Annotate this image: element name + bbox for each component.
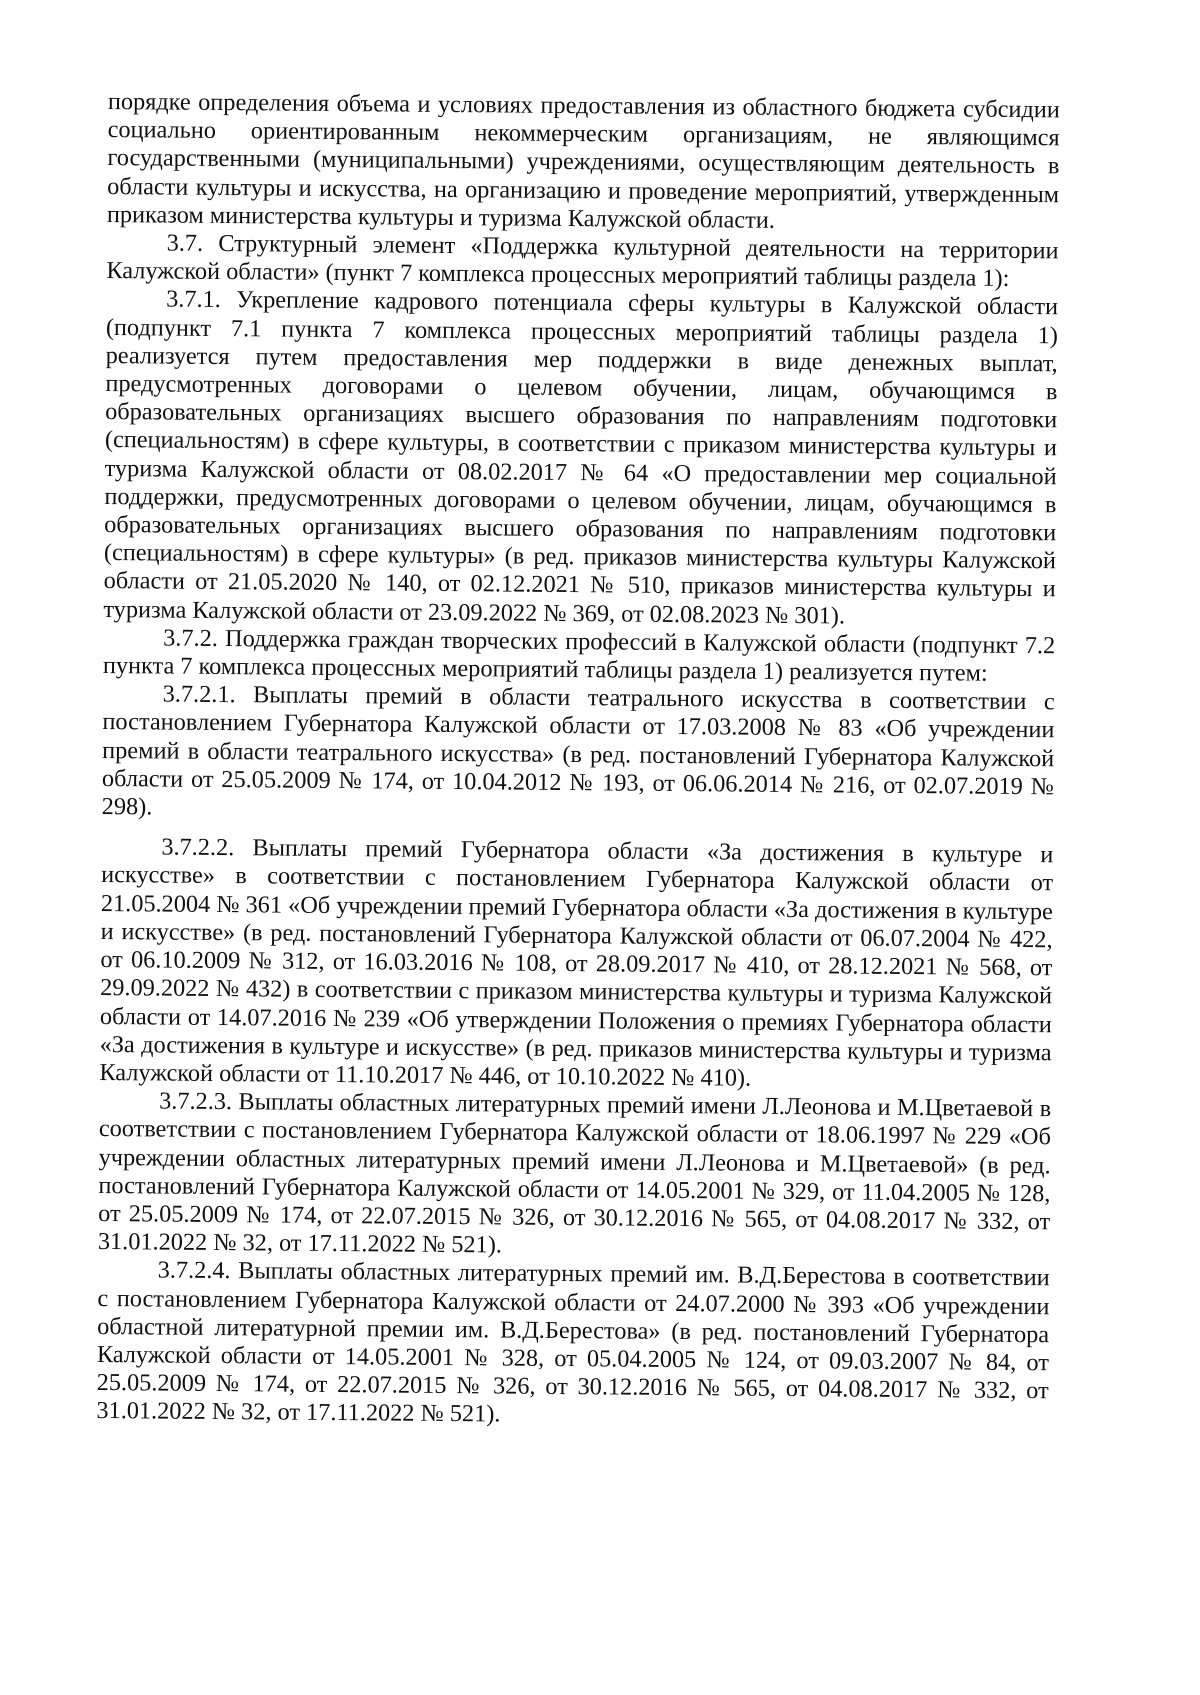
paragraph-3-7-2-2: 3.7.2.2. Выплаты премий Губернатора области «За достижения в культуре и искусстве» в соответствии с постановлением Губернатора Калужской области от 21.05.2004 № 361 «Об учреждении премий Губернатора области «За достижения в культуре и искусстве» (в ред. постановлений Губернатора Калужской области от 06.07.2004 № 422, от 06.10.2009 № 312, от 16.03.2016 № 108, от 28.09.2017 № 410, от 28.12.2021 № 568, от 29.09.2022 № 432) в соответствии с приказом министерства культуры и туризма Калужской области от 14.07.2016 № 239 «Об утверждении Положения о премиях Губернатора области «За достижения в культуре и искусстве» (в ред. приказов министерства культуры и туризма Калужской области от 11.10.2017 № 446, от 10.10.2022 № 410). <box>99 833 1054 1092</box>
paragraph-3-7-1: 3.7.1. Укрепление кадрового потенциала сферы культуры в Калужской области (подпункт 7.1 пункта 7 комплекса процессных мероприятий таблицы раздела 1) реализуется путем предоставления мер поддержки в виде денежных выплат, предусмотренных договорами о целевом обучении, лицам, обучающимся в образовательных организациях высшего образования по направлениям подготовки (специальностям) в сфере культуры, в соответствии с приказом министерства культуры и туризма Калужской области от 08.02.2017 № 64 «О предоставлении мер социальной поддержки, предусмотренных договорами о целевом обучении, лицам, обучающимся в образовательных организациях высшего образования по направлениям подготовки (специальностям) в сфере культуры» (в ред. приказов министерства культуры Калужской области от 21.05.2020 № 140, от 02.12.2021 № 510, приказов министерства культуры и туризма Калужской области от 23.09.2022 № 369, от 02.08.2023 № 301). <box>103 285 1059 630</box>
paragraph-3-7-2-1: 3.7.2.1. Выплаты премий в области театрального искусства в соответствии с постановлением Губернатора Калужской области от 17.03.2008 № 83 «Об учреждении премий в области театрального искусства» (в ред. постановлений Губернатора Калужской области от 25.05.2009 № 174, от 10.04.2012 № 193, от 06.06.2014 № 216, от 02.07.2019 № 298). <box>101 680 1055 821</box>
document-page <box>96 88 1060 1434</box>
paragraph-3-7-2: 3.7.2. Поддержка граждан творческих профессий в Калужской области (подпункт 7.2 пункта 7 комплекса процессных мероприятий таблицы раздела 1) реализуется путем: <box>102 624 1056 687</box>
paragraph-3-7-2-4: 3.7.2.4. Выплаты областных литературных премий им. В.Д.Берестова в соответствии с постановлением Губернатора Калужской области от 24.07.2000 № 393 «Об учреждении областной литературной премии им. В.Д.Берестова» (в ред. постановлений Губернатора Калужской области от 14.05.2001 № 328, от 05.04.2005 № 124, от 09.03.2007 № 84, от 25.05.2009 № 174, от 22.07.2015 № 326, от 30.12.2016 № 565, от 04.08.2017 № 332, от 31.01.2022 № 32, от 17.11.2022 № 521). <box>96 1256 1050 1428</box>
paragraph-3-7-2-3: 3.7.2.3. Выплаты областных литературных премий имени Л.Леонова и М.Цветаевой в соответствии с постановлением Губернатора Калужской области от 18.06.1997 № 229 «Об учреждении областных литературных премий имени Л.Леонова и М.Цветаевой» (в ред. постановлений Губернатора Калужской области от 14.05.2001 № 329, от 11.04.2005 № 128, от 25.05.2009 № 174, от 22.07.2015 № 326, от 30.12.2016 № 565, от 04.08.2017 № 332, от 31.01.2022 № 32, от 17.11.2022 № 521). <box>97 1087 1052 1259</box>
paragraph-3-7: 3.7. Структурный элемент «Поддержка культурной деятельности на территории Калужской области» (пункт 7 комплекса процессных мероприятий таблицы раздела 1): <box>106 229 1059 293</box>
paragraph-continuation: порядке определения объема и условиях предоставления из областного бюджета субсидии социально ориентированным некоммерческим организациям, не являющимся государственными (муниципальными) учреждениями, осуществляющим деятельность в области культуры и искусства, на организацию и проведение мероприятий, утвержденным приказом министерства культуры и туризма Калужской области. <box>106 88 1060 234</box>
